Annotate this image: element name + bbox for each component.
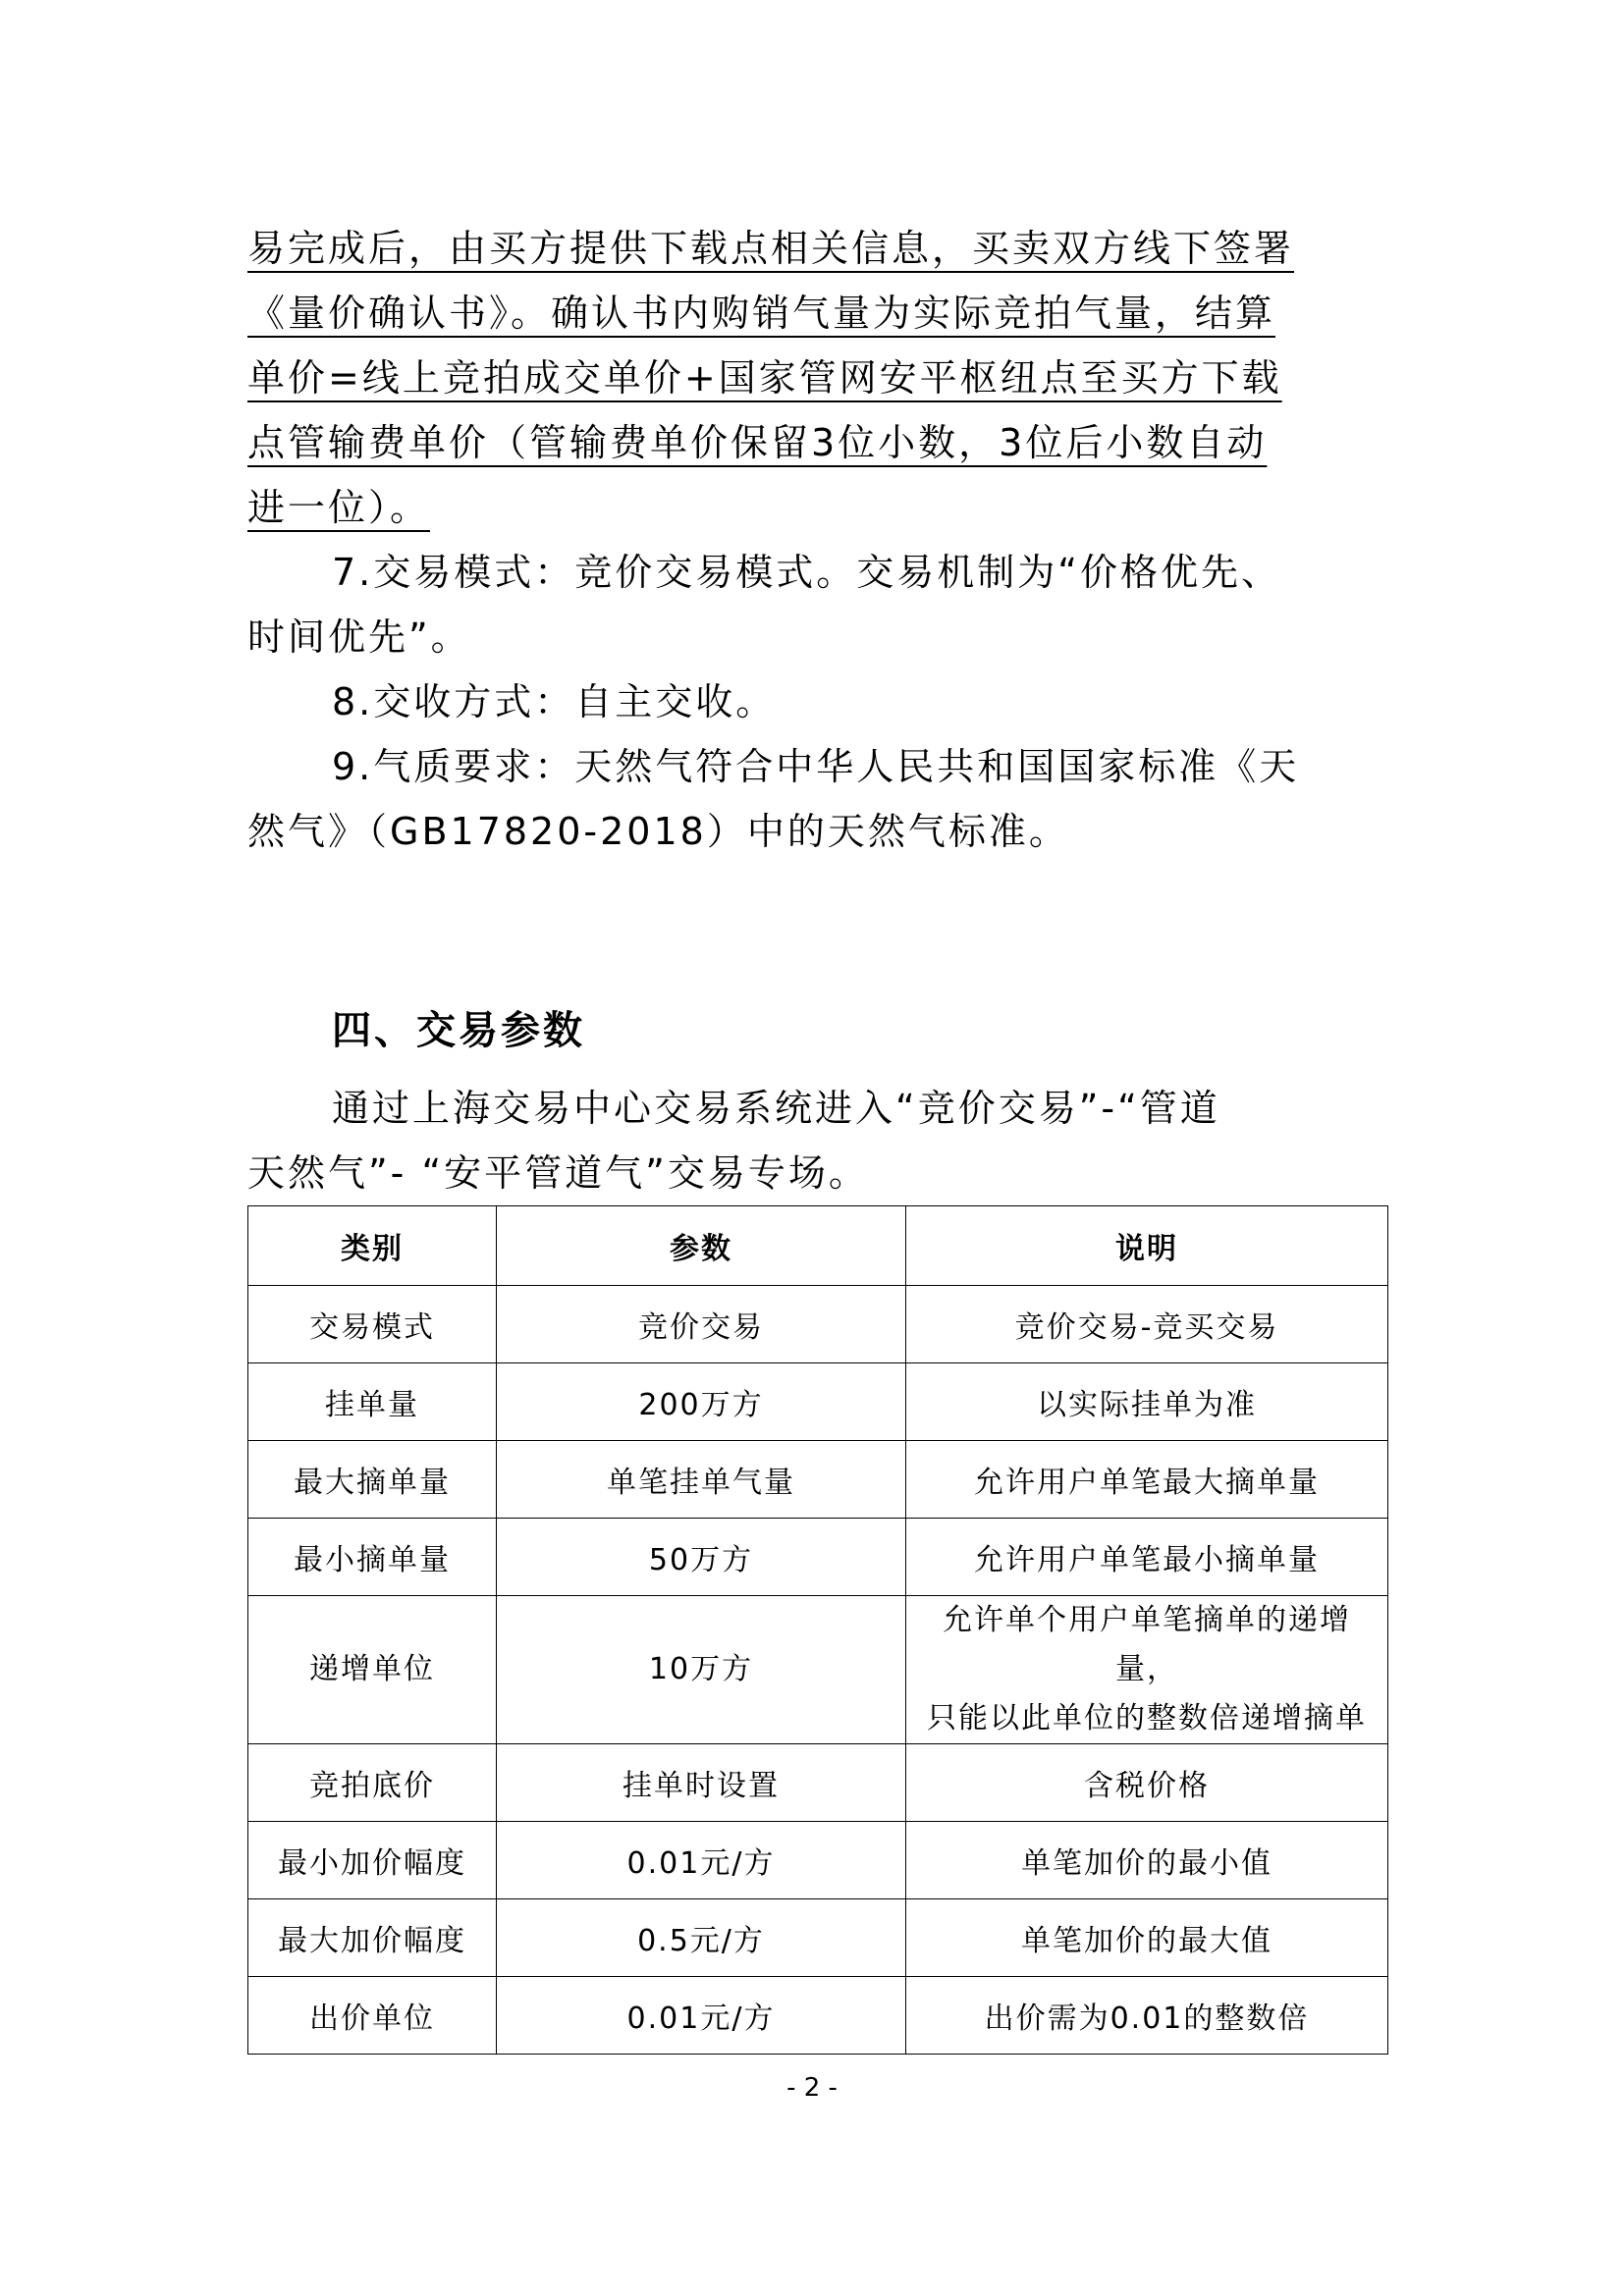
cell-description: 单笔加价的最大值 [906,1899,1388,1977]
header-parameter: 参数 [497,1206,906,1286]
header-category: 类别 [248,1206,497,1286]
table-row [248,1286,1388,1363]
cell-description-line: 允许单个用户单笔摘单的递增量， [943,1603,1351,1686]
table-row [248,1441,1388,1519]
cell-category: 最小摘单量 [248,1519,497,1596]
item-9 [247,734,1388,864]
cell-category: 递增单位 [248,1596,497,1744]
cell-parameter: 0.01元/方 [497,1977,906,2055]
item-line: 然气》（GB17820-2018）中的天然气标准。 [247,810,1069,853]
header-description: 说明 [906,1206,1388,1286]
section-heading: 四、交易参数 [332,1008,585,1053]
cell-description: 出价需为0.01的整数倍 [906,1977,1388,2055]
cell-category: 交易模式 [248,1286,497,1363]
item-8 [247,669,1388,734]
page-number: - 2 - [786,2073,838,2103]
cell-category: 最大摘单量 [248,1441,497,1519]
cell-category: 最大加价幅度 [248,1899,497,1977]
table-row [248,1596,1388,1744]
cell-description: 竞价交易-竞买交易 [906,1286,1388,1363]
text-line: 进一位）。 [247,486,431,529]
text-line: 《量价确认书》。确认书内购销气量为实际竞拍气量，结算 [247,292,1276,335]
item-line: 7.交易模式：竞价交易模式。交易机制为“价格优先、 [332,551,1281,594]
table-row [248,1744,1388,1822]
cell-description: 允许用户单笔最小摘单量 [906,1519,1388,1596]
cell-parameter: 挂单时设置 [497,1744,906,1822]
intro-line: 通过上海交易中心交易系统进入“竞价交易”-“管道 [332,1087,1220,1130]
parameters-table [247,1205,1388,2055]
cell-category: 最小加价幅度 [248,1822,497,1899]
text-line: 点管输费单价（管输费单价保留3位小数，3位后小数自动 [247,421,1268,464]
table-row [248,1363,1388,1441]
cell-category: 出价单位 [248,1977,497,2055]
cell-parameter: 50万方 [497,1519,906,1596]
cell-description-line: 只能以此单位的整数倍递增摘单 [927,1701,1367,1735]
item-line: 8.交收方式：自主交收。 [332,680,777,723]
cell-category: 竞拍底价 [248,1744,497,1822]
text-line: 易完成后，由买方提供下载点相关信息，买卖双方线下签署 [247,227,1295,270]
table-row [248,1519,1388,1596]
cell-description: 含税价格 [906,1744,1388,1822]
cell-parameter: 0.5元/方 [497,1899,906,1977]
table-row [248,1822,1388,1899]
cell-parameter: 200万方 [497,1363,906,1441]
table-row [248,1899,1388,1977]
cell-parameter: 10万方 [497,1596,906,1744]
item-line: 9.气质要求：天然气符合中华人民共和国国家标准《天 [332,745,1300,788]
cell-category: 挂单量 [248,1363,497,1441]
intro-underlined-paragraph [247,216,1388,560]
cell-parameter: 单笔挂单气量 [497,1441,906,1519]
cell-parameter: 0.01元/方 [497,1822,906,1899]
cell-parameter: 竞价交易 [497,1286,906,1363]
cell-description: 允许用户单笔最大摘单量 [906,1441,1388,1519]
cell-description: 单笔加价的最小值 [906,1822,1388,1899]
table-row [248,1977,1388,2055]
item-7 [247,540,1388,669]
numbered-items [247,540,1388,864]
section-intro [247,1076,1388,1205]
intro-line: 天然气”- “安平管道气”交易专场。 [247,1151,869,1195]
item-line: 时间优先”。 [247,615,471,659]
cell-description [906,1596,1388,1744]
text-line: 单价=线上竞拍成交单价+国家管网安平枢纽点至买方下载 [247,356,1282,400]
cell-description: 以实际挂单为准 [906,1363,1388,1441]
table-header-row [248,1206,1388,1286]
